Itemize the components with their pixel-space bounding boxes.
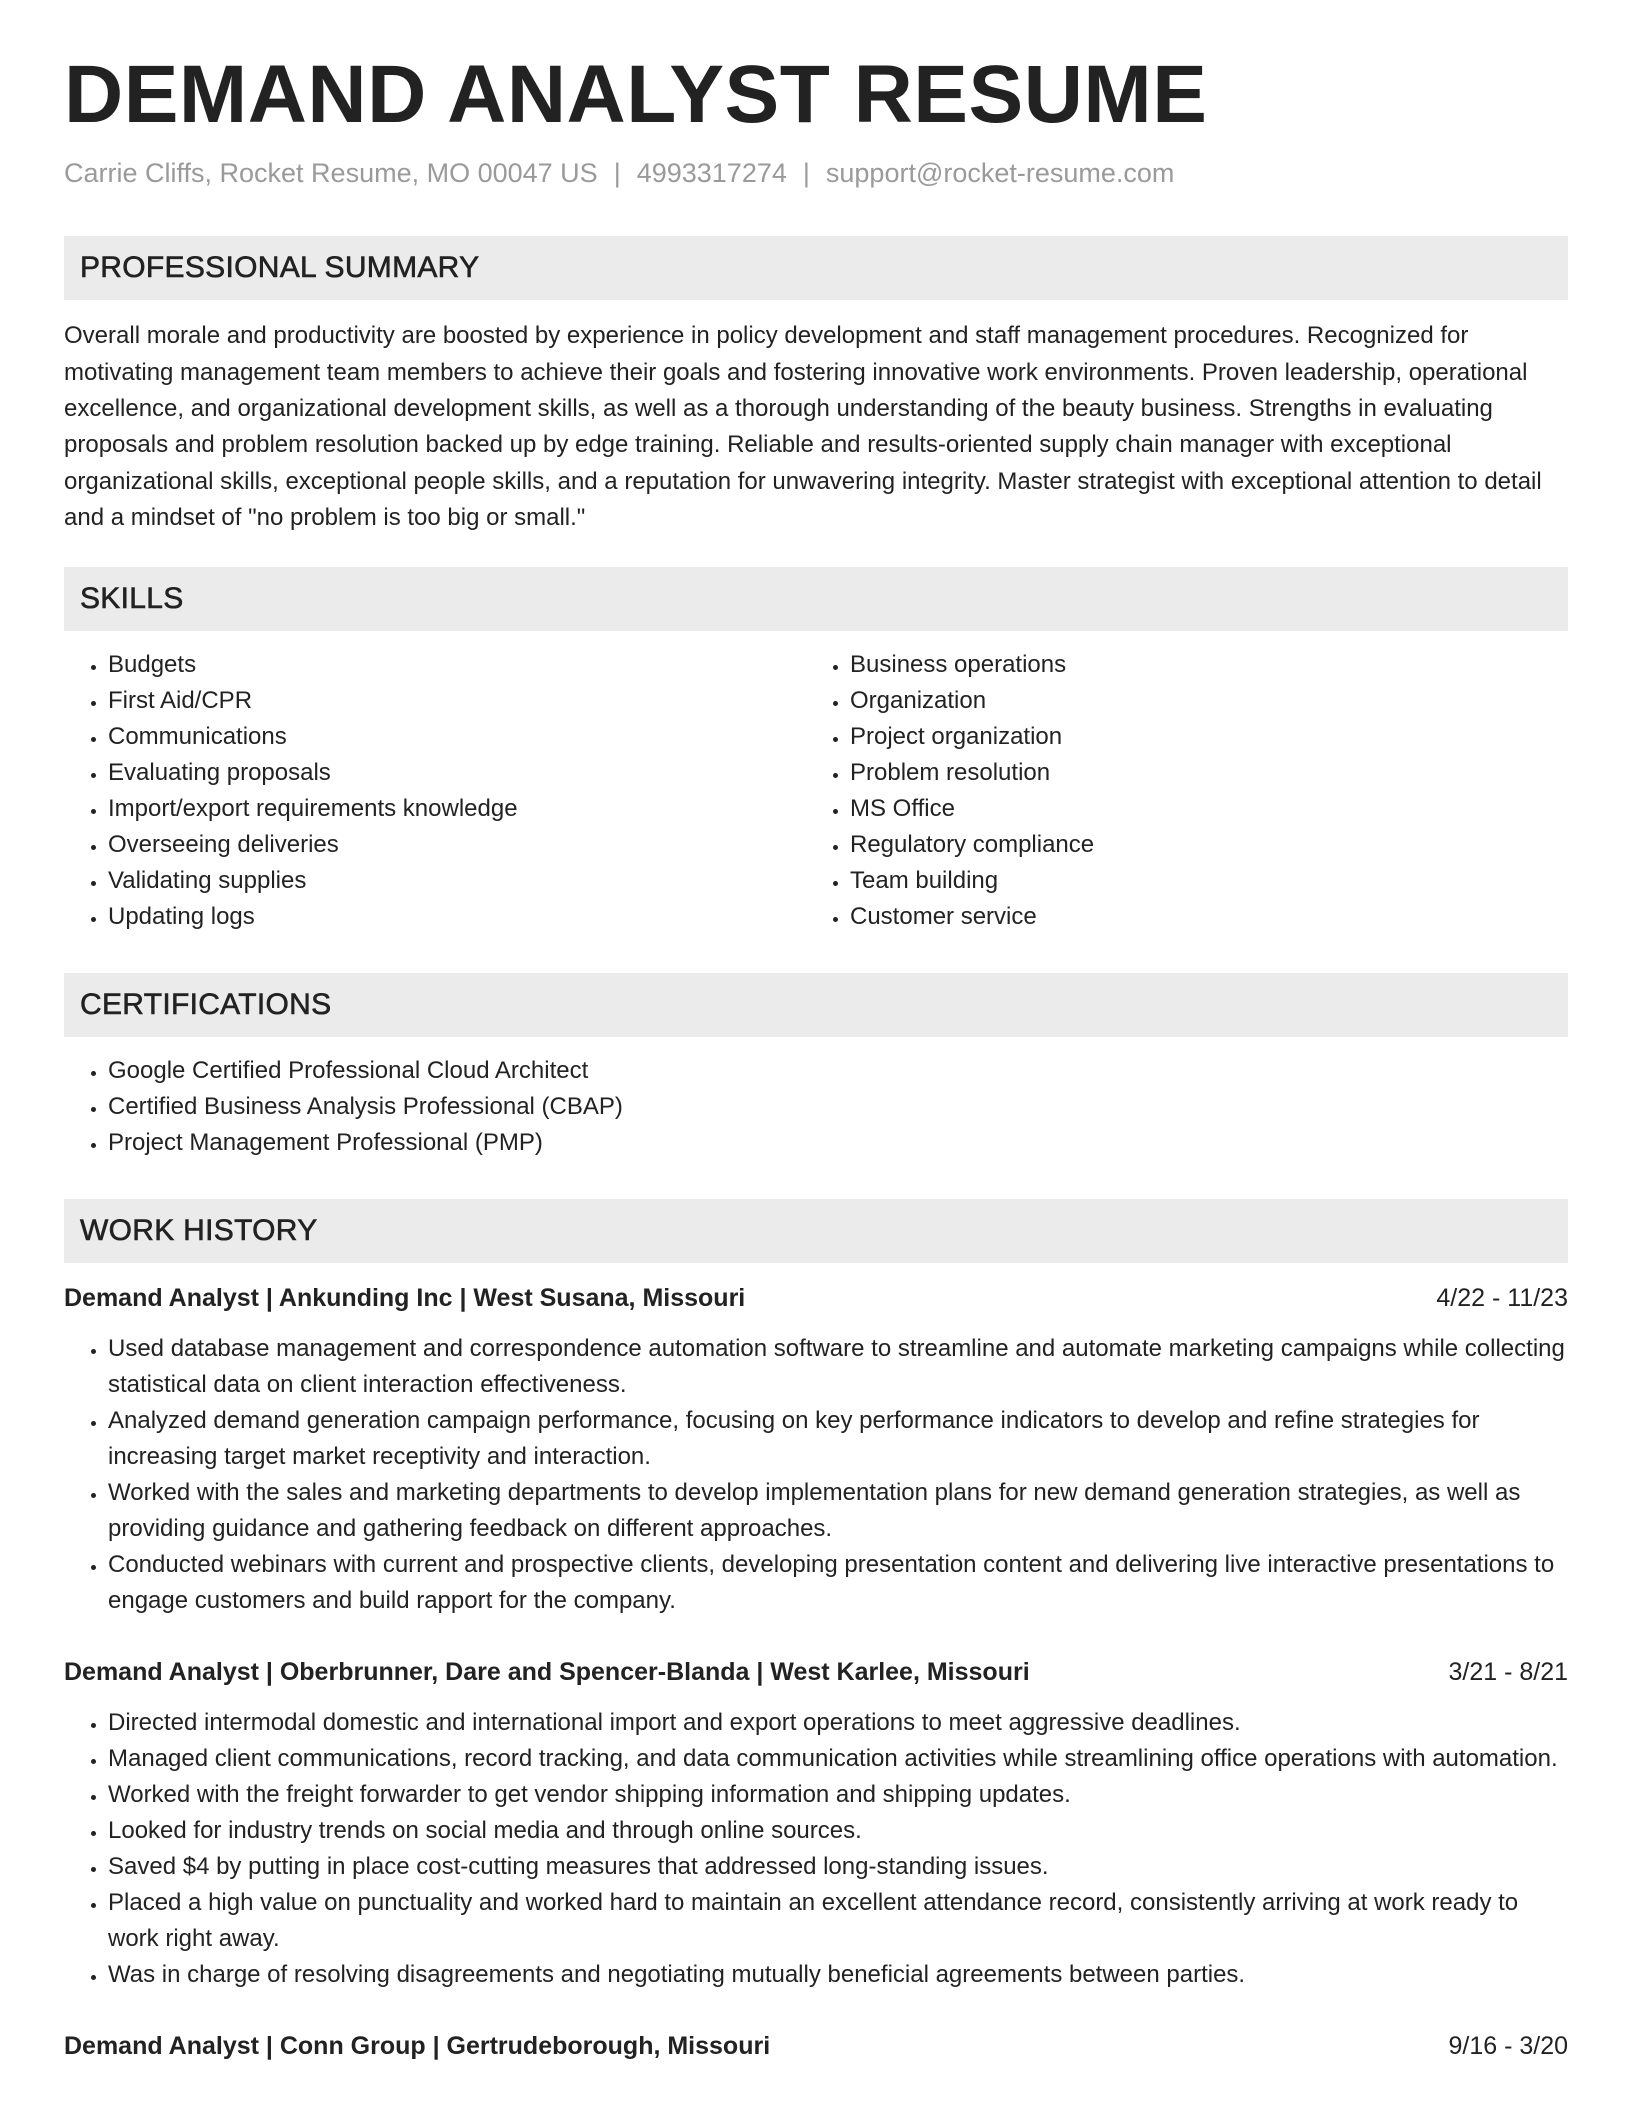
work-history-section [64,1199,1568,2063]
contact-phone: 4993317274 [636,158,787,189]
job-title: Demand Analyst | Ankunding Inc | West Susana, Missouri [64,1283,746,1312]
job-title: Demand Analyst | Oberbrunner, Dare and Spencer-Blanda | West Karlee, Missouri [64,1657,1030,1686]
skill-item: • Updating logs [108,899,806,935]
section-header [64,973,1568,1037]
job-dates: 9/16 - 3/20 [1448,2031,1568,2060]
skills-list-left [64,647,806,935]
job-bullet: • Worked with the sales and marketing departments to develop implementation plans for new demand generation strategies, as well as providing guidance and gathering feedback on different approaches. [108,1475,1568,1547]
certification-item: • Certified Business Analysis Professional (CBAP) [108,1089,1568,1125]
job-header [64,1655,1568,1689]
skill-item: • MS Office [850,791,1548,827]
skill-item: • Communications [108,719,806,755]
job-bullets [64,1331,1568,1619]
skills-section [64,567,1568,935]
job-bullet: • Used database management and correspondence automation software to streamline and automate marketing campaigns while collecting statistical data on client interaction effectiveness. [108,1331,1568,1403]
contact-line [64,158,1568,189]
contact-address: Carrie Cliffs, Rocket Resume, MO 00047 US [64,158,598,189]
certification-item: • Project Management Professional (PMP) [108,1125,1568,1161]
job-title: Demand Analyst | Conn Group | Gertrudeborough, Missouri [64,2031,771,2060]
job-bullet: • Analyzed demand generation campaign performance, focusing on key performance indicators to develop and refine strategies for increasing target market receptivity and interaction. [108,1403,1568,1475]
contact-email[interactable]: support@rocket-resume.com [825,158,1175,189]
summary-text: Overall morale and productivity are boosted by experience in policy development and staff management procedures. Recognized for motivating management team members to achieve their goals and fostering innovative work environments. Proven leadership, operational excellence, and organizational development skills, as well as a thorough understanding of the beauty business. Strengths in evaluating proposals and problem resolution backed up by edge training. Reliable and results-oriented supply chain manager with exceptional organizational skills, exceptional people skills, and a reputation for unwavering integrity. Master strategist with exceptional attention to detail and a mindset of "no problem is too big or small." [64,322,1542,532]
section-header [64,236,1568,300]
skill-item: • Validating supplies [108,863,806,899]
certifications-section [64,973,1568,1161]
contact-separator: | [802,158,810,189]
job-dates: 3/21 - 8/21 [1448,1657,1568,1686]
skill-item: • First Aid/CPR [108,683,806,719]
section-header [64,567,1568,631]
job-bullet: • Worked with the freight forwarder to get vendor shipping information and shipping updates. [108,1777,1568,1813]
skill-item: • Import/export requirements knowledge [108,791,806,827]
job-header [64,2029,1568,2063]
skills-list-right [806,647,1548,935]
section-title: SKILLS [80,581,184,615]
job-bullet: • Was in charge of resolving disagreements and negotiating mutually beneficial agreements between parties. [108,1957,1568,1993]
certifications-list [64,1053,1568,1161]
job-entry [64,1655,1568,1993]
job-bullet: • Saved $4 by putting in place cost-cutting measures that addressed long-standing issues. [108,1849,1568,1885]
job-bullet: • Directed intermodal domestic and international import and export operations to meet aggressive deadlines. [108,1705,1568,1741]
skill-item: • Team building [850,863,1548,899]
job-bullet: • Managed client communications, record tracking, and data communication activities while streamlining office operations with automation. [108,1741,1568,1777]
resume-page [64,50,1568,2063]
job-bullets [64,1705,1568,1993]
skill-item: • Customer service [850,899,1548,935]
section-header [64,1199,1568,1263]
job-bullet: • Looked for industry trends on social media and through online sources. [108,1813,1568,1849]
contact-separator: | [613,158,621,189]
certification-item: • Google Certified Professional Cloud Architect [108,1053,1568,1089]
job-header [64,1281,1568,1315]
professional-summary-section [64,236,1568,536]
job-entry [64,1281,1568,1619]
section-title: WORK HISTORY [80,1213,318,1247]
job-bullet: • Placed a high value on punctuality and worked hard to maintain an excellent attendance record, consistently arriving at work ready to work right away. [108,1885,1568,1957]
skill-item: • Budgets [108,647,806,683]
skill-item: • Organization [850,683,1548,719]
section-title: PROFESSIONAL SUMMARY [80,251,480,285]
job-bullet: • Conducted webinars with current and prospective clients, developing presentation content and delivering live interactive presentations to engage customers and build rapport for the company. [108,1547,1568,1619]
skills-grid [64,647,1568,935]
resume-title: DEMAND ANALYST RESUME [64,49,1208,140]
skill-item: • Regulatory compliance [850,827,1548,863]
skill-item: • Business operations [850,647,1548,683]
skill-item: • Evaluating proposals [108,755,806,791]
skill-item: • Problem resolution [850,755,1548,791]
skill-item: • Overseeing deliveries [108,827,806,863]
job-entry [64,2029,1568,2063]
job-dates: 4/22 - 11/23 [1436,1283,1568,1312]
section-title: CERTIFICATIONS [80,987,332,1021]
skill-item: • Project organization [850,719,1548,755]
